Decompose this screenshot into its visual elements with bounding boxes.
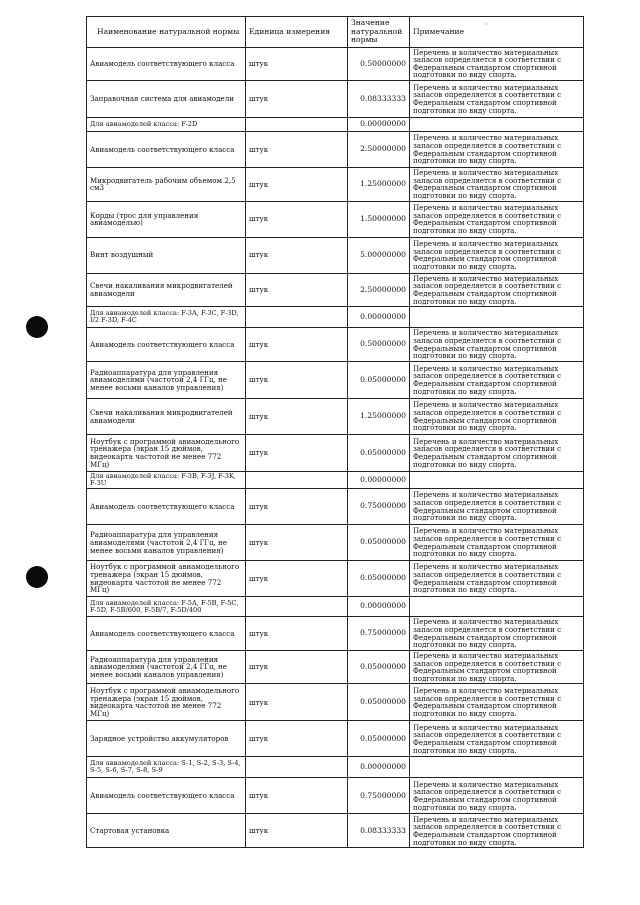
row-note: Перечень и количество материальных запасов определяется в соответствии с Федеральным стандартом спортивной подготовки по виду спорта. — [410, 362, 584, 399]
row-note: Перечень и количество материальных запасов определяется в соответствии с Федеральным стандартом спортивной подготовки по виду спорта. — [410, 525, 584, 561]
row-value: 0.75000000 — [348, 778, 410, 814]
table-row — [87, 168, 584, 202]
row-note: Перечень и количество материальных запасов определяется в соответствии с Федеральным стандартом спортивной подготовки по виду спорта. — [410, 650, 584, 684]
row-value: 0.05000000 — [348, 650, 410, 684]
table-row — [87, 721, 584, 757]
row-name: Радиоаппаратура для управления авиамоделями (частотой 2,4 ГГц, не менее восьми каналов управления) — [87, 525, 246, 561]
row-note — [410, 757, 584, 778]
row-note: Перечень и количество материальных запасов определяется в соответствии с Федеральным стандартом спортивной подготовки по виду спорта. — [410, 778, 584, 814]
row-name: Винт воздушный — [87, 237, 246, 273]
row-note: Перечень и количество материальных запасов определяется в соответствии с Федеральным стандартом спортивной подготовки по виду спорта. — [410, 132, 584, 168]
section-row — [87, 757, 584, 778]
row-name: Радиоаппаратура для управления авиамоделями (частотой 2,4 ГГц, не менее восьми каналов управления) — [87, 362, 246, 399]
row-unit: штук — [246, 617, 348, 651]
row-unit: штук — [246, 132, 348, 168]
row-unit — [246, 472, 348, 489]
row-value: 2.50000000 — [348, 132, 410, 168]
row-name: Корды (трос для управления авиамоделью) — [87, 201, 246, 237]
table-row — [87, 399, 584, 435]
header-note: Примечание — [410, 17, 584, 48]
row-name: Стартовая установка — [87, 814, 246, 848]
row-unit: штук — [246, 650, 348, 684]
row-name: Авиамодель соответствующего класса — [87, 132, 246, 168]
row-name: Заправочная система для авиамодели — [87, 81, 246, 118]
row-value: 2.50000000 — [348, 273, 410, 307]
section-row — [87, 118, 584, 132]
row-unit: штук — [246, 362, 348, 399]
row-note: Перечень и количество материальных запасов определяется в соответствии с Федеральным стандартом спортивной подготовки по виду спорта. — [410, 273, 584, 307]
row-unit: штук — [246, 201, 348, 237]
row-value: 0.00000000 — [348, 472, 410, 489]
row-note — [410, 597, 584, 617]
row-name: Ноутбук с программой авиамодельного тренажера (экран 15 дюймов, видеокарта частотой не менее 772 МГц) — [87, 561, 246, 597]
header-unit: Единица измерения — [246, 17, 348, 48]
row-unit: штук — [246, 47, 348, 81]
row-name: Для авиамоделей класса: F-3B, F-3J, F-3K, F-3U — [87, 472, 246, 489]
row-unit: штук — [246, 399, 348, 435]
row-value: 0.05000000 — [348, 561, 410, 597]
row-unit: штук — [246, 81, 348, 118]
row-unit — [246, 307, 348, 328]
row-note — [410, 307, 584, 328]
row-value: 0.00000000 — [348, 757, 410, 778]
row-value: 1.25000000 — [348, 168, 410, 202]
table-row — [87, 47, 584, 81]
row-note: Перечень и количество материальных запасов определяется в соответствии с Федеральным стандартом спортивной подготовки по виду спорта. — [410, 47, 584, 81]
row-unit: штук — [246, 561, 348, 597]
row-name: Радиоаппаратура для управления авиамоделями (частотой 2,4 ГГц, не менее восьми каналов управления) — [87, 650, 246, 684]
punch-hole-upper — [26, 316, 48, 338]
norms-table — [86, 16, 584, 848]
table-row — [87, 561, 584, 597]
table-row — [87, 617, 584, 651]
row-value: 0.00000000 — [348, 307, 410, 328]
row-name: Авиамодель соответствующего класса — [87, 489, 246, 525]
row-value: 0.05000000 — [348, 435, 410, 472]
row-name: Авиамодель соответствующего класса — [87, 47, 246, 81]
row-value: 0.05000000 — [348, 684, 410, 721]
section-row — [87, 597, 584, 617]
row-unit — [246, 757, 348, 778]
row-value: 1.25000000 — [348, 399, 410, 435]
row-unit: штук — [246, 684, 348, 721]
row-name: Ноутбук с программой авиамодельного тренажера (экран 15 дюймов, видеокарта частотой не менее 772 МГц) — [87, 684, 246, 721]
row-name: Зарядное устройство аккумуляторов — [87, 721, 246, 757]
row-note: Перечень и количество материальных запасов определяется в соответствии с Федеральным стандартом спортивной подготовки по виду спорта. — [410, 814, 584, 848]
row-name: Для авиамоделей класса: S-1, S-2, S-3, S-4, S-5, S-6, S-7, S-8, S-9 — [87, 757, 246, 778]
scan-speck: · — [485, 20, 488, 29]
row-unit — [246, 597, 348, 617]
row-value: 0.75000000 — [348, 617, 410, 651]
table-row — [87, 684, 584, 721]
table-row — [87, 435, 584, 472]
row-value: 0.08333333 — [348, 81, 410, 118]
row-name: Авиамодель соответствующего класса — [87, 778, 246, 814]
table-body — [87, 47, 584, 848]
row-note: Перечень и количество материальных запасов определяется в соответствии с Федеральным стандартом спортивной подготовки по виду спорта. — [410, 489, 584, 525]
row-name: Авиамодель соответствующего класса — [87, 328, 246, 362]
table-row — [87, 328, 584, 362]
table-row — [87, 814, 584, 848]
header-name: Наименование натуральной нормы — [87, 17, 246, 48]
row-name: Для авиамоделей класса: F-5A, F-5B, F-5C, F-5D, F-5B/600, F-5B/7, F-5D/400 — [87, 597, 246, 617]
row-note: Перечень и количество материальных запасов определяется в соответствии с Федеральным стандартом спортивной подготовки по виду спорта. — [410, 81, 584, 118]
row-note — [410, 472, 584, 489]
row-note: Перечень и количество материальных запасов определяется в соответствии с Федеральным стандартом спортивной подготовки по виду спорта. — [410, 201, 584, 237]
row-note: Перечень и количество материальных запасов определяется в соответствии с Федеральным стандартом спортивной подготовки по виду спорта. — [410, 561, 584, 597]
header-value: Значение натуральной нормы — [348, 17, 410, 48]
table-row — [87, 132, 584, 168]
row-value: 0.05000000 — [348, 721, 410, 757]
row-name: Свечи накаливания микродвигателей авиамодели — [87, 273, 246, 307]
row-unit: штук — [246, 273, 348, 307]
section-row — [87, 472, 584, 489]
row-value: 0.08333333 — [348, 814, 410, 848]
row-value: 0.00000000 — [348, 118, 410, 132]
table-row — [87, 489, 584, 525]
row-name: Для авиамоделей класса: F-3A, F-3C, F-3D, I/2 F-3D, F-4C — [87, 307, 246, 328]
row-note: Перечень и количество материальных запасов определяется в соответствии с Федеральным стандартом спортивной подготовки по виду спорта. — [410, 168, 584, 202]
punch-hole-lower — [26, 566, 48, 588]
row-note: Перечень и количество материальных запасов определяется в соответствии с Федеральным стандартом спортивной подготовки по виду спорта. — [410, 399, 584, 435]
row-value: 5.00000000 — [348, 237, 410, 273]
row-note: Перечень и количество материальных запасов определяется в соответствии с Федеральным стандартом спортивной подготовки по виду спорта. — [410, 237, 584, 273]
table-row — [87, 778, 584, 814]
table-row — [87, 81, 584, 118]
row-unit: штук — [246, 435, 348, 472]
table-row — [87, 273, 584, 307]
row-name: Для авиамоделей класса: F-2D — [87, 118, 246, 132]
row-value: 1.50000000 — [348, 201, 410, 237]
row-note: Перечень и количество материальных запасов определяется в соответствии с Федеральным стандартом спортивной подготовки по виду спорта. — [410, 328, 584, 362]
row-note: Перечень и количество материальных запасов определяется в соответствии с Федеральным стандартом спортивной подготовки по виду спорта. — [410, 435, 584, 472]
row-unit — [246, 118, 348, 132]
table-row — [87, 201, 584, 237]
row-note — [410, 118, 584, 132]
row-name: Микродвигатель рабочим объемом 2,5 см3 — [87, 168, 246, 202]
row-value: 0.50000000 — [348, 47, 410, 81]
row-value: 0.50000000 — [348, 328, 410, 362]
row-note: Перечень и количество материальных запасов определяется в соответствии с Федеральным стандартом спортивной подготовки по виду спорта. — [410, 684, 584, 721]
table-row — [87, 650, 584, 684]
row-unit: штук — [246, 489, 348, 525]
table-row — [87, 525, 584, 561]
row-value: 0.75000000 — [348, 489, 410, 525]
row-name: Свечи накаливания микродвигателей авиамодели — [87, 399, 246, 435]
row-unit: штук — [246, 814, 348, 848]
row-name: Авиамодель соответствующего класса — [87, 617, 246, 651]
table-header-row — [87, 17, 584, 48]
row-value: 0.05000000 — [348, 362, 410, 399]
table-row — [87, 362, 584, 399]
row-unit: штук — [246, 721, 348, 757]
row-unit: штук — [246, 525, 348, 561]
row-unit: штук — [246, 237, 348, 273]
row-unit: штук — [246, 328, 348, 362]
row-value: 0.00000000 — [348, 597, 410, 617]
row-value: 0.05000000 — [348, 525, 410, 561]
row-unit: штук — [246, 168, 348, 202]
row-name: Ноутбук с программой авиамодельного тренажера (экран 15 дюймов, видеокарта частотой не менее 772 МГц) — [87, 435, 246, 472]
row-note: Перечень и количество материальных запасов определяется в соответствии с Федеральным стандартом спортивной подготовки по виду спорта. — [410, 617, 584, 651]
row-note: Перечень и количество материальных запасов определяется в соответствии с Федеральным стандартом спортивной подготовки по виду спорта. — [410, 721, 584, 757]
table-row — [87, 237, 584, 273]
section-row — [87, 307, 584, 328]
row-unit: штук — [246, 778, 348, 814]
